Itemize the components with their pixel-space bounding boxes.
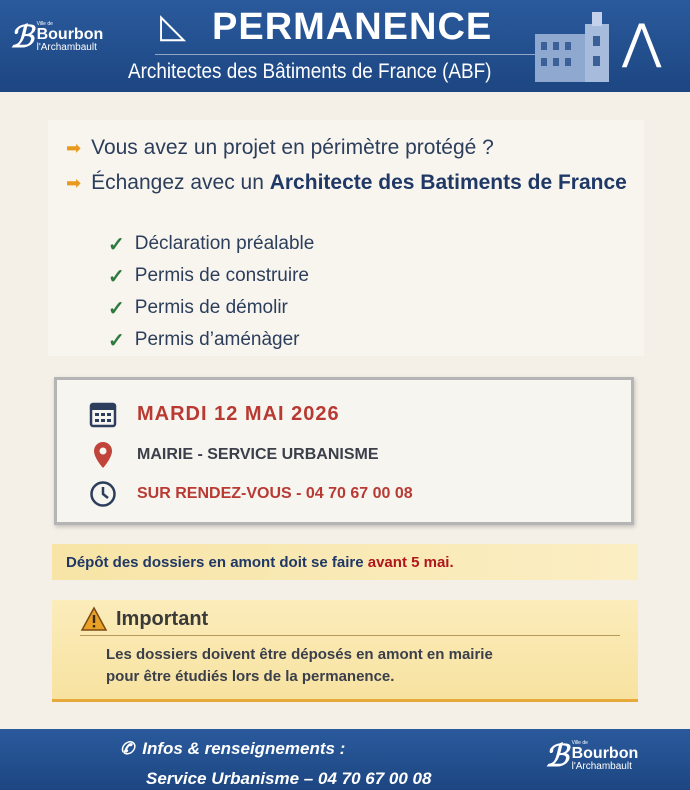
logo-mark-icon: ℬ (545, 739, 569, 773)
calendar-icon (89, 400, 117, 428)
deadline-notice (52, 544, 638, 580)
event-date-row (89, 400, 340, 428)
list-item-label: Permis de construire (134, 265, 309, 286)
footer-contact: Service Urbanisme – 04 70 67 00 08 (146, 769, 432, 788)
check-icon: ✓ (108, 329, 125, 352)
important-line1: Les dossiers doivent être déposés en amont en mairie (106, 646, 493, 663)
important-title: Important (116, 607, 209, 630)
list-item (108, 228, 314, 260)
logo-sub: l'Archambault (571, 761, 632, 772)
footer-town-logo (545, 741, 638, 772)
building-icon (535, 10, 613, 82)
important-text (106, 644, 493, 688)
logo-name: Bourbon (571, 745, 639, 762)
intro-question (66, 136, 494, 160)
event-place: MAIRIE - SERVICE URBANISME (137, 446, 379, 463)
list-item-label: Permis d’aménàger (134, 329, 300, 350)
logo-small: Ville de (571, 740, 588, 746)
logo-small: Ville de (36, 21, 53, 27)
footer-banner (0, 729, 690, 790)
event-appointment: SUR RENDEZ-VOUS - 04 70 67 00 08 (137, 485, 413, 502)
event-place-row (89, 440, 379, 470)
page-subtitle: Architectes des Bâtiments de France (ABF) (128, 60, 492, 83)
intro-line2-bold: Architecte des Batiments de France (269, 171, 627, 194)
notice-highlight: avant 5 mai. (367, 554, 454, 571)
page-title: PERMANENCE (212, 6, 493, 48)
notice-text: Dépôt des dossiers en amont doit se faire (66, 554, 368, 571)
important-line2: pour être étudiés lors de la permanence. (106, 668, 395, 685)
logo-name: Bourbon (36, 26, 104, 43)
compass-icon: ⋀ (622, 16, 662, 69)
town-logo (10, 22, 103, 53)
check-icon: ✓ (108, 297, 125, 320)
checklist (108, 228, 314, 356)
intro-line1: Vous avez un projet en périmètre protégé ? (91, 136, 494, 159)
logo-sub: l'Archambault (36, 42, 97, 53)
event-appointment-row (89, 480, 413, 508)
clock-icon (89, 480, 117, 508)
footer-info-label: Infos & renseignements : (142, 739, 346, 758)
important-box (52, 600, 638, 702)
arrow-icon: ➡ (66, 137, 82, 158)
footer-info (120, 739, 345, 759)
logo-mark-icon: ℬ (10, 20, 34, 54)
intro-exchange (66, 171, 627, 195)
list-item (108, 260, 314, 292)
list-item-label: Permis de démolir (134, 297, 288, 318)
set-square-icon: ◺ (160, 7, 187, 45)
header-banner (0, 0, 690, 92)
event-box (54, 377, 634, 525)
list-item (108, 292, 314, 324)
location-pin-icon (89, 440, 117, 470)
check-icon: ✓ (108, 233, 125, 256)
important-header (80, 606, 208, 632)
phone-icon: ✆ (120, 739, 135, 758)
warning-icon (80, 606, 108, 632)
intro-line2-prefix: Échangez avec un (91, 171, 270, 194)
arrow-icon: ➡ (66, 172, 82, 193)
list-item-label: Déclaration préalable (134, 233, 315, 254)
event-date: MARDI 12 MAI 2026 (137, 402, 340, 425)
check-icon: ✓ (108, 265, 125, 288)
list-item (108, 324, 314, 356)
divider (80, 635, 620, 636)
divider (155, 54, 535, 55)
